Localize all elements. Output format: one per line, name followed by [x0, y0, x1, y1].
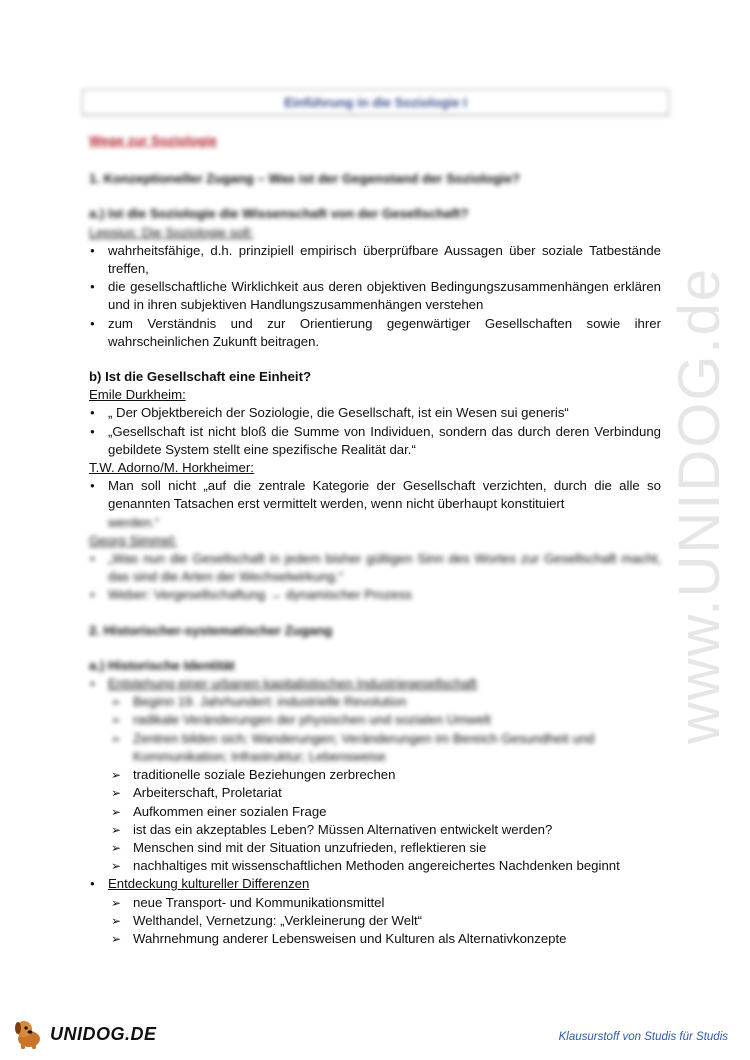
list-item: ➢ traditionelle soziale Beziehungen zerbrechen [89, 766, 661, 784]
durkheim-label: Emile Durkheim: [89, 387, 186, 403]
part2-heading: 2. Historischer-systematischer Zugang [89, 622, 333, 638]
list-item [89, 875, 661, 893]
lepsius-list [89, 242, 661, 351]
simmel-list [89, 550, 661, 605]
list-item: ● zum Verständnis und zur Orientierung gegenwärtiger Gesellschaften sowie ihrer wahrscheinlichen Zukunft beitragen. [89, 315, 661, 351]
list-item: ● Weber: Vergesellschaftung → dynamischer Prozess [89, 586, 661, 604]
list-item: ➢ nachhaltiges mit wissenschaftlichen Methoden angereichertes Nachdenken beginnt [89, 857, 661, 875]
adorno-list [89, 477, 661, 532]
list-item: ● die gesellschaftliche Wirklichkeit aus deren objektiven Bedingungszusammenhängen erklären und in ihren subjektiven Handlungszusammenhängen verstehen [89, 278, 661, 314]
durkheim-list [89, 404, 661, 459]
list-item: ➢ Aufkommen einer sozialen Frage [89, 803, 661, 821]
logo-text: UNIDOG.DE [50, 1023, 157, 1044]
unidog-logo [12, 1016, 162, 1052]
culture-label: Entdeckung kultureller Differenzen [108, 876, 310, 892]
part1-b-heading: b) Ist die Gesellschaft eine Einheit? [89, 369, 312, 385]
list-item: ● „Gesellschaft ist nicht bloß die Summe von Individuen, sondern das durch deren Verbindung gebildete System stellt eine spezifische Realität dar.“ [89, 423, 661, 459]
lepsius-label: Lepsius: Die Soziologie soll: [89, 224, 254, 240]
part1-a-heading: a.) Ist die Soziologie die Wissenschaft von der Gesellschaft? [89, 206, 469, 222]
section-title: Wege zur Soziologie [89, 133, 217, 148]
list-item: ➢ Arbeiterschaft, Proletariat [89, 784, 661, 802]
industry-list [89, 766, 661, 948]
list-item: ➢ Wahrnehmung anderer Lebensweisen und Kulturen als Alternativkonzepte [89, 930, 661, 948]
list-item: ➢ neue Transport- und Kommunikationsmittel [89, 894, 661, 912]
watermark-text: www.UNIDOG.de [667, 266, 733, 744]
document-title: Einführung in die Soziologie I [284, 94, 467, 110]
adorno-quote: Man soll nicht „auf die zentrale Kategorie der Gesellschaft verzichten, durch die alle so genannten Tatsachen erst vermittelt werden, wenn nicht überhaupt konstituiert [108, 478, 661, 512]
document-content [89, 132, 661, 948]
part2-a-heading: a.) Historische Identität [89, 657, 235, 673]
list-item: ➢ ist das ein akzeptables Leben? Müssen Alternativen entwickelt werden? [89, 821, 661, 839]
list-item: ● „ Der Objektbereich der Soziologie, die Gesellschaft, ist ein Wesen sui generis“ [89, 404, 661, 422]
watermark [660, 266, 740, 744]
blurred-block-top [89, 132, 661, 242]
list-item: ➢ Welthandel, Vernetzung: „Verkleinerung der Welt“ [89, 912, 661, 930]
footer-slogan: Klausurstoff von Studis für Studis [558, 1031, 728, 1043]
industry-label: Entstehung einer urbanen kapitalistischen Industriegesellschaft [108, 676, 477, 692]
list-item [89, 675, 661, 693]
list-item: ● wahrheitsfähige, d.h. prinzipiell empirisch überprüfbare Aussagen über soziale Tatbestände treffen, [89, 242, 661, 278]
list-item: ➢ Menschen sind mit der Situation unzufrieden, reflektieren sie [89, 839, 661, 857]
part1-heading: 1. Konzeptioneller Zugang – Was ist der Gegenstand der Soziologie? [89, 171, 521, 187]
adorno-label: T.W. Adorno/M. Horkheimer: [89, 460, 254, 476]
list-item [89, 477, 661, 532]
list-item: ➢ Beginn 19. Jahrhundert: industrielle Revolution [89, 693, 661, 711]
list-item: ● „Was nun die Gesellschaft in jedem bisher gültigen Sinn des Wortes zur Gesellschaft macht, das sind die Arten der Wechselwirkung.“ [89, 550, 661, 586]
list-item: ➢ radikale Veränderungen der physischen und sozialen Umwelt [89, 711, 661, 729]
industry-list-head [89, 675, 661, 766]
title-box [82, 89, 669, 115]
adorno-quote-end: werden.“ [108, 514, 160, 530]
blurred-block-middle [89, 532, 661, 766]
dog-icon [12, 1018, 46, 1050]
list-item: ➢ Zentren bilden sich; Wanderungen; Veränderungen im Bereich Gesundheit und Kommunikation; Infrastruktur; Lebensweise [89, 730, 661, 766]
simmel-label: Georg Simmel: [89, 532, 177, 548]
